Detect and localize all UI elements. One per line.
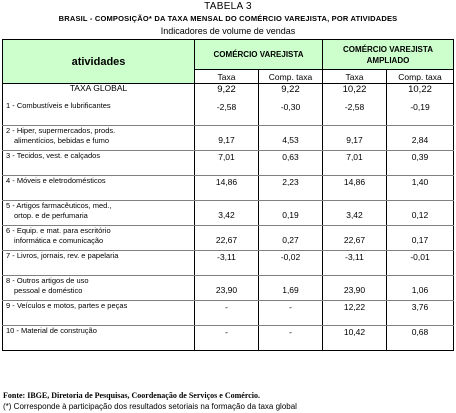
rate-extended-value bbox=[323, 226, 387, 251]
comp-rate-value bbox=[259, 176, 323, 201]
cell-value: 2,84 bbox=[411, 135, 429, 145]
comp-rate-value bbox=[259, 126, 323, 151]
global-comp-value: 9,22 bbox=[259, 84, 323, 102]
rate-value bbox=[195, 326, 259, 351]
comp-rate-extended-value bbox=[387, 301, 454, 326]
cell-value: -0,01 bbox=[410, 252, 430, 262]
activity-label-line1: 6 - Equip. e mat. para escritório bbox=[6, 226, 111, 235]
header-group-retail-extended-line2: AMPLIADO bbox=[366, 55, 410, 65]
header-rate: Taxa bbox=[195, 70, 259, 84]
comp-rate-extended-value bbox=[387, 226, 454, 251]
cell-value: 1,40 bbox=[411, 177, 429, 187]
rate-value bbox=[195, 101, 259, 126]
table-row bbox=[3, 251, 454, 276]
comp-rate-extended-value bbox=[387, 326, 454, 351]
header-group-retail-extended bbox=[323, 40, 454, 70]
rate-extended-value bbox=[323, 101, 387, 126]
cell-value: 1,69 bbox=[282, 285, 299, 295]
cell-value: 0,17 bbox=[411, 235, 429, 245]
comp-rate-extended-value bbox=[387, 126, 454, 151]
cell-value: -3,11 bbox=[217, 252, 236, 262]
header-comp-rate-extended: Comp. taxa bbox=[387, 70, 454, 84]
footer-note: (*) Corresponde à participação dos resultados setoriais na formação da taxa global bbox=[3, 402, 297, 411]
cell-value: 9,17 bbox=[346, 135, 363, 145]
cell-value: 0,63 bbox=[282, 152, 299, 162]
table-row bbox=[3, 151, 454, 176]
comp-rate-value bbox=[259, 301, 323, 326]
data-table bbox=[2, 39, 454, 351]
cell-value: 0,12 bbox=[411, 210, 429, 220]
activity-label-line1: 2 - Hiper, supermercados, prods. bbox=[6, 126, 116, 135]
global-rate-extended-value: 10,22 bbox=[323, 84, 387, 102]
cell-value: 1,06 bbox=[411, 285, 429, 295]
activity-label bbox=[3, 301, 195, 326]
activity-label-line2: ortop. e de perfumaria bbox=[14, 210, 88, 220]
cell-value: - bbox=[225, 302, 228, 312]
comp-rate-extended-value bbox=[387, 151, 454, 176]
cell-value: 7,01 bbox=[346, 152, 363, 162]
comp-rate-extended-value bbox=[387, 201, 454, 226]
rate-extended-value bbox=[323, 151, 387, 176]
rate-value bbox=[195, 251, 259, 276]
cell-value: 0,68 bbox=[411, 327, 429, 337]
rate-extended-value bbox=[323, 276, 387, 301]
activity-label bbox=[3, 226, 195, 251]
cell-value: 10,42 bbox=[343, 327, 366, 337]
activity-label-line1: 3 - Tecidos, vest. e calçados bbox=[6, 151, 101, 160]
rate-value bbox=[195, 276, 259, 301]
cell-value: 0,39 bbox=[411, 152, 429, 162]
header-group-retail: COMÉRCIO VAREJISTA bbox=[195, 40, 323, 70]
cell-value: -3,11 bbox=[345, 252, 364, 262]
activity-label bbox=[3, 276, 195, 301]
activity-label-line1: 8 - Outros artigos de uso bbox=[6, 276, 89, 285]
rate-value bbox=[195, 201, 259, 226]
activity-label-line2: alimentícios, bebidas e fumo bbox=[14, 135, 110, 145]
cell-value: 2,23 bbox=[282, 177, 299, 187]
global-rate-value: 9,22 bbox=[195, 84, 259, 102]
comp-rate-extended-value bbox=[387, 276, 454, 301]
rate-extended-value bbox=[323, 251, 387, 276]
cell-value: 7,01 bbox=[218, 152, 235, 162]
global-rate-row bbox=[3, 84, 454, 102]
comp-rate-extended-value bbox=[387, 176, 454, 201]
header-rate-extended: Taxa bbox=[323, 70, 387, 84]
header-comp-rate: Comp. taxa bbox=[259, 70, 323, 84]
table-row bbox=[3, 126, 454, 151]
cell-value: 12,22 bbox=[343, 302, 366, 312]
activity-label bbox=[3, 151, 195, 176]
cell-value: 22,67 bbox=[343, 235, 366, 245]
cell-value: 4,53 bbox=[282, 135, 299, 145]
activity-label bbox=[3, 126, 195, 151]
cell-value: - bbox=[225, 327, 228, 337]
table-row bbox=[3, 276, 454, 301]
cell-value: 0,27 bbox=[282, 235, 299, 245]
activity-label bbox=[3, 101, 195, 126]
rate-value bbox=[195, 176, 259, 201]
activity-label-line1: 9 - Veículos e motos, partes e peças bbox=[6, 301, 128, 310]
cell-value: 0,19 bbox=[282, 210, 299, 220]
rate-extended-value bbox=[323, 201, 387, 226]
cell-value: -2,58 bbox=[216, 102, 237, 112]
rate-value bbox=[195, 301, 259, 326]
cell-value: -0,19 bbox=[410, 102, 430, 112]
cell-value: 3,76 bbox=[411, 302, 429, 312]
comp-rate-extended-value bbox=[387, 251, 454, 276]
header-group-retail-extended-line1: COMÉRCIO VAREJISTA bbox=[343, 44, 433, 54]
table-row bbox=[3, 201, 454, 226]
cell-value: 9,17 bbox=[218, 135, 235, 145]
comp-rate-value bbox=[259, 251, 323, 276]
table-row bbox=[3, 226, 454, 251]
activity-label-line1: 7 - Livros, jornais, rev. e papelaria bbox=[6, 251, 119, 260]
table-row bbox=[3, 301, 454, 326]
cell-value: - bbox=[289, 302, 292, 312]
cell-value: 23,90 bbox=[215, 285, 238, 295]
rate-value bbox=[195, 151, 259, 176]
cell-value: -0,30 bbox=[280, 102, 301, 112]
rate-value bbox=[195, 126, 259, 151]
footer-source: Fonte: IBGE, Diretoria de Pesquisas, Coordenação de Serviços e Comércio. bbox=[3, 391, 261, 400]
cell-value: 3,42 bbox=[218, 210, 235, 220]
cell-value: -0,02 bbox=[280, 252, 301, 262]
comp-rate-value bbox=[259, 226, 323, 251]
header-activities: atividades bbox=[3, 40, 195, 84]
rate-extended-value bbox=[323, 326, 387, 351]
comp-rate-value bbox=[259, 276, 323, 301]
activity-label bbox=[3, 176, 195, 201]
activity-label-line2: informática e comunicação bbox=[14, 235, 104, 245]
global-rate-label: TAXA GLOBAL bbox=[3, 84, 195, 102]
rate-extended-value bbox=[323, 126, 387, 151]
comp-rate-value bbox=[259, 326, 323, 351]
cell-value: - bbox=[289, 327, 292, 337]
cell-value: 3,42 bbox=[346, 210, 363, 220]
cell-value: 14,86 bbox=[343, 177, 366, 187]
comp-rate-value bbox=[259, 201, 323, 226]
activity-label-line2: pessoal e doméstico bbox=[14, 285, 83, 295]
table-row bbox=[3, 176, 454, 201]
rate-extended-value bbox=[323, 176, 387, 201]
activity-label bbox=[3, 326, 195, 351]
table-title: TABELA 3 bbox=[204, 1, 252, 12]
activity-label-line1: 4 - Móveis e eletrodomésticos bbox=[6, 176, 106, 185]
comp-rate-value bbox=[259, 151, 323, 176]
comp-rate-value bbox=[259, 101, 323, 126]
rate-value bbox=[195, 226, 259, 251]
activity-label-line1: 10 - Material de construção bbox=[6, 326, 97, 335]
rate-extended-value bbox=[323, 301, 387, 326]
activity-label-line1: 5 - Artigos farmacêuticos, med., bbox=[6, 201, 112, 210]
table-row bbox=[3, 101, 454, 126]
activity-label bbox=[3, 251, 195, 276]
cell-value: 23,90 bbox=[343, 285, 366, 295]
cell-value: -2,58 bbox=[344, 102, 365, 112]
table-caption: Indicadores de volume de vendas bbox=[160, 26, 296, 36]
global-comp-extended-value: 10,22 bbox=[387, 84, 454, 102]
table-subtitle: BRASIL - COMPOSIÇÃO* DA TAXA MENSAL DO COMÉRCIO VAREJISTA, POR ATIVIDADES bbox=[58, 14, 398, 23]
cell-value: 22,67 bbox=[215, 235, 238, 245]
cell-value: 14,86 bbox=[215, 177, 238, 187]
comp-rate-extended-value bbox=[387, 101, 454, 126]
table-row bbox=[3, 326, 454, 351]
activity-label bbox=[3, 201, 195, 226]
activity-label-line1: 1 - Combustíveis e lubrificantes bbox=[6, 101, 111, 110]
